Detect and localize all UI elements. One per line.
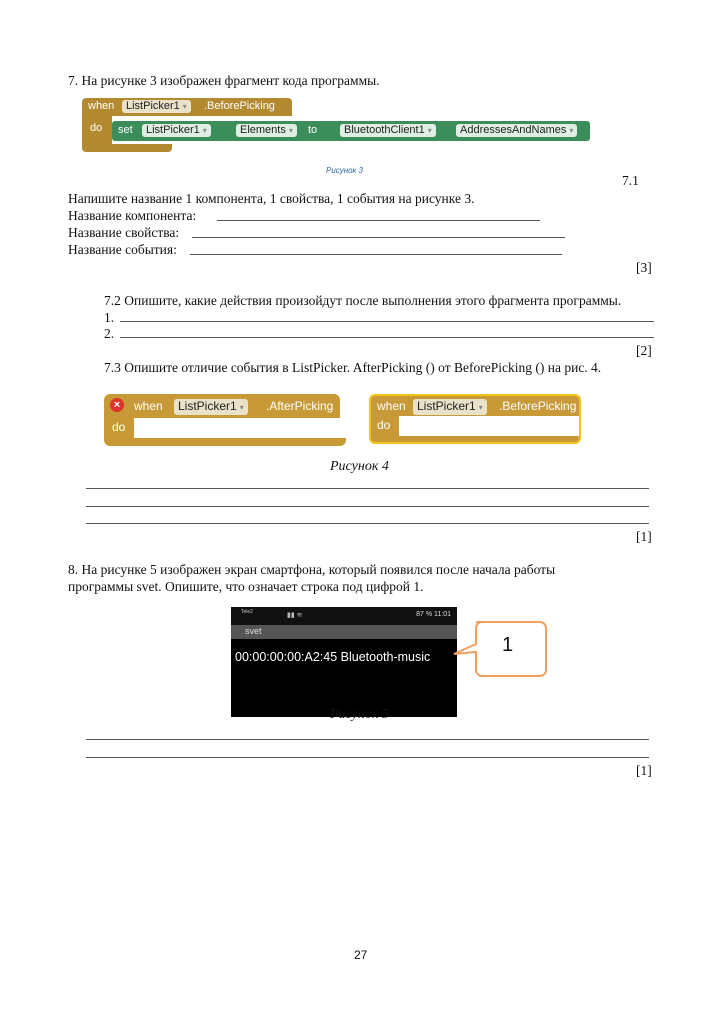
after-picking-block-header <box>104 394 340 418</box>
set-block <box>112 121 590 141</box>
q8-text-line1: 8. На рисунке 5 изображен экран смартфона, который появился после начала работы <box>68 562 556 577</box>
num-7-1: 7.1 <box>622 173 639 188</box>
set-component-slot: ListPicker1 ▾ <box>142 124 211 137</box>
to-keyword: to <box>308 124 318 136</box>
score-1: [1] <box>636 529 652 544</box>
answer-line[interactable] <box>217 220 540 221</box>
app-title: svet <box>245 626 262 636</box>
app-title-bar <box>231 625 457 639</box>
answer-line[interactable] <box>192 237 565 238</box>
property-label: Название свойства: <box>68 225 180 240</box>
figure-5-caption: Рисунок 5 <box>330 707 389 722</box>
when-keyword: when <box>88 100 115 112</box>
figure-3-caption: Рисунок 3 <box>326 166 363 175</box>
q7-intro: 7. На рисунке 3 изображен фрагмент кода программы. <box>68 73 380 88</box>
event-name: .AfterPicking <box>266 399 334 413</box>
when-block-header <box>82 98 292 116</box>
block-footer <box>371 436 579 442</box>
item-2: 2. <box>104 326 115 341</box>
block-footer <box>112 144 172 152</box>
property-slot: Elements ▾ <box>236 124 297 137</box>
answer-line[interactable] <box>120 321 654 322</box>
score-2: [2] <box>636 343 652 358</box>
answer-line[interactable] <box>190 254 562 255</box>
q72-text: 7.2 Опишите, какие действия произойдут после выполнения этого фрагмента программы. <box>104 293 622 308</box>
q73-text: 7.3 Опишите отличие события в ListPicker. AfterPicking () от BeforePicking () на рис. 4. <box>104 360 602 375</box>
client-slot: BluetoothClient1 ▾ <box>340 124 436 137</box>
do-bar <box>104 418 134 438</box>
event-name: .BeforePicking <box>499 399 577 413</box>
answer-line[interactable] <box>86 488 649 489</box>
set-keyword: set <box>118 124 133 136</box>
phone-screenshot <box>231 607 457 722</box>
score-1: [1] <box>636 763 652 778</box>
component-slot: ListPicker1 ▾ <box>174 399 248 415</box>
client-prop-slot: AddressesAndNames ▾ <box>456 124 577 137</box>
q8-text-line2: программы svet. Опишите, что означает строка под цифрой 1. <box>68 579 424 594</box>
error-icon: × <box>110 398 124 412</box>
signal-icon: ▮▮ ≋ <box>287 612 303 619</box>
figure-4-caption: Рисунок 4 <box>330 459 389 474</box>
event-name: .BeforePicking <box>204 100 275 112</box>
when-keyword: when <box>134 399 163 413</box>
callout-number: 1 <box>502 634 514 656</box>
carrier-label: Tele2 <box>241 609 253 615</box>
answer-line[interactable] <box>86 739 649 740</box>
event-label: Название события: <box>68 242 177 257</box>
answer-line[interactable] <box>86 523 649 524</box>
device-row[interactable]: 00:00:00:00:A2:45 Bluetooth-music <box>235 650 431 664</box>
do-bar <box>371 416 399 436</box>
when-keyword: when <box>377 399 406 413</box>
do-bar <box>82 116 112 152</box>
page-number: 27 <box>354 948 368 962</box>
do-keyword: do <box>112 420 126 434</box>
answer-line[interactable] <box>86 757 649 758</box>
score-3: [3] <box>636 260 652 275</box>
block-footer <box>104 438 346 446</box>
component-label: Название компонента: <box>68 208 197 223</box>
answer-line[interactable] <box>86 506 649 507</box>
item-1: 1. <box>104 310 115 325</box>
do-keyword: do <box>377 418 391 432</box>
component-slot: ListPicker1 ▾ <box>122 100 191 113</box>
status-bar <box>231 607 457 625</box>
do-keyword: do <box>90 122 103 134</box>
before-picking-block-header <box>371 396 579 416</box>
task-text: Напишите название 1 компонента, 1 свойства, 1 события на рисунке 3. <box>68 191 475 206</box>
callout-bubble <box>440 618 552 680</box>
status-right: 87 % 11:01 <box>416 611 451 618</box>
component-slot: ListPicker1 ▾ <box>413 399 487 415</box>
answer-line[interactable] <box>120 337 654 338</box>
